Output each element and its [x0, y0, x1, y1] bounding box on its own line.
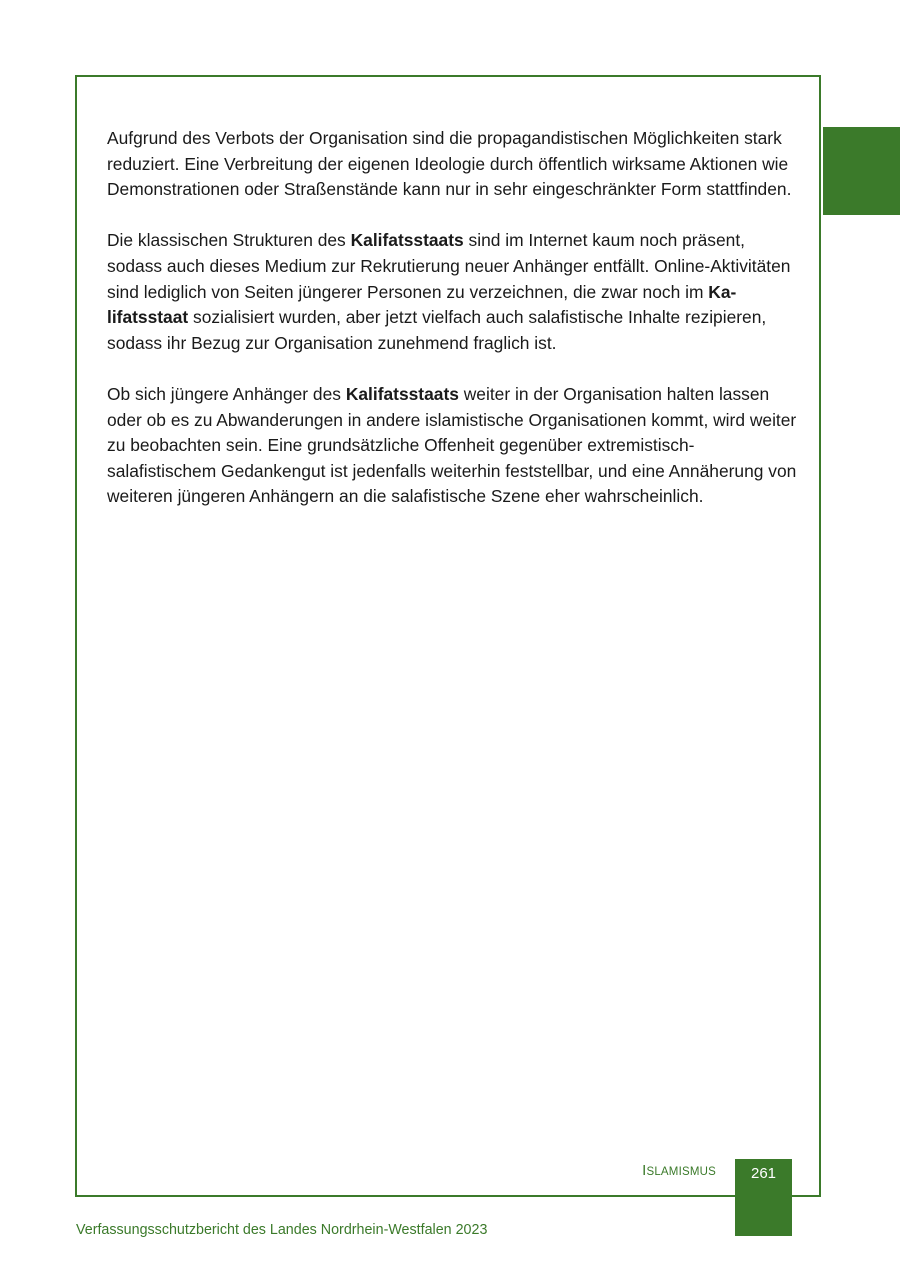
- bold-term: Kalifatsstaats: [345, 383, 459, 404]
- text-segment: Ob sich jüngere Anhänger des: [107, 383, 346, 404]
- section-rest: SLAMISMUS: [646, 1166, 716, 1178]
- text-segment: Aufgrund des Verbots der Organisation sind die propagandistischen Möglichkeiten stark reduziert. Eine Verbreitung der eigenen Ideologie durch öffentlich wirksame Aktionen wie Demonstrationen oder Straßenstände kann nur in sehr eingeschränkter Form stattfinden.: [107, 128, 792, 200]
- section-label: [642, 1162, 716, 1179]
- text-segment: Die klassischen Strukturen des: [107, 230, 351, 251]
- text-segment: sozialisiert wurden, aber jetzt vielfach auch salafistische Inhalte rezipieren, sodass ihr Bezug zur Organisation zunehmend fraglich ist.: [107, 307, 767, 353]
- chapter-side-tab: [823, 127, 900, 215]
- page-number-box: [735, 1159, 792, 1236]
- section-initial: I: [642, 1162, 647, 1179]
- text-segment: weiter in der Organisation halten lassen oder ob es zu Abwanderungen in andere islamistische Organisationen kommt, wird weiter zu beobachten sein. Eine grundsätzliche Offenheit gegenüber extremistisch-salafistischem Gedankengut ist jedenfalls weiterhin feststellbar, und eine Annäherung von weiteren jüngeren Anhängern an die salafistische Szene eher wahrscheinlich.: [107, 383, 797, 507]
- page-number: 261: [750, 1165, 777, 1182]
- report-title: Verfassungsschutzbericht des Landes Nordrhein-Westfalen 2023: [76, 1222, 488, 1238]
- paragraph: [107, 228, 797, 356]
- paragraph: [107, 382, 797, 510]
- body-text: [107, 126, 797, 536]
- text-segment: sind im Internet kaum noch präsent, sodass auch dieses Medium zur Rekrutierung neuer Anhänger entfällt. Online-Aktivitäten sind lediglich von Seiten jüngerer Personen zu verzeichnen, die zwar noch im: [107, 230, 791, 302]
- bold-term: Kalifatsstaats: [350, 230, 464, 251]
- bold-term: Kalifatsstaat: [107, 281, 737, 328]
- paragraph: [107, 126, 797, 203]
